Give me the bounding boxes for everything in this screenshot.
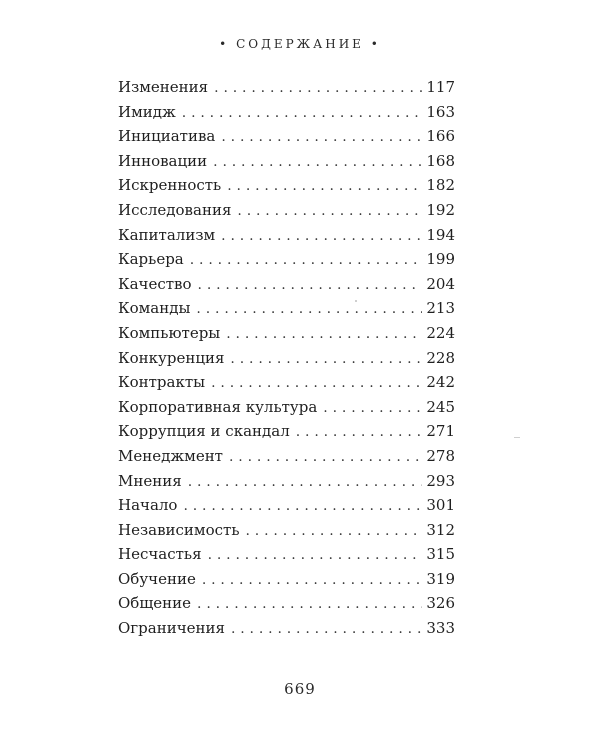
toc-entry-page: 213 xyxy=(426,299,455,318)
toc-dot-leader xyxy=(213,150,422,175)
toc-entry xyxy=(118,198,455,223)
toc-entry xyxy=(118,395,455,420)
table-of-contents xyxy=(118,75,455,641)
toc-entry-page: 182 xyxy=(426,176,455,195)
toc-entry xyxy=(118,272,455,297)
toc-entry-page: 166 xyxy=(426,127,455,146)
toc-entry-title: Капитализм xyxy=(118,225,216,244)
toc-entry xyxy=(118,75,455,100)
toc-entry xyxy=(118,321,455,346)
toc-dot-leader xyxy=(198,273,423,298)
toc-entry xyxy=(118,149,455,174)
toc-dot-leader xyxy=(226,322,422,347)
toc-entry-title: Начало xyxy=(118,496,178,515)
toc-dot-leader xyxy=(214,76,422,101)
toc-entry-page: 293 xyxy=(426,471,455,490)
toc-entry-title: Инновации xyxy=(118,151,208,170)
paper-speck xyxy=(514,437,520,438)
toc-dot-leader xyxy=(183,494,422,519)
toc-entry-page: 224 xyxy=(426,323,455,342)
toc-entry-page: 312 xyxy=(426,520,455,539)
toc-entry xyxy=(118,100,455,125)
toc-entry-page: 278 xyxy=(426,446,455,465)
toc-entry-page: 117 xyxy=(426,78,455,96)
toc-entry-title: Менеджмент xyxy=(118,446,223,465)
toc-dot-leader xyxy=(296,420,423,445)
toc-entry xyxy=(118,124,455,149)
toc-entry-title: Исследования xyxy=(118,200,232,219)
toc-entry-page: 204 xyxy=(426,274,455,293)
toc-entry xyxy=(118,223,455,248)
toc-entry-page: 163 xyxy=(426,102,455,121)
toc-dot-leader xyxy=(202,568,423,593)
toc-dot-leader xyxy=(196,297,422,322)
toc-entry-page: 326 xyxy=(426,594,455,613)
toc-entry-title: Коррупция и скандал xyxy=(118,422,290,441)
toc-dot-leader xyxy=(208,543,423,568)
toc-dot-leader xyxy=(211,371,422,396)
toc-dot-leader xyxy=(230,347,422,372)
toc-entry-title: Корпоративная культура xyxy=(118,397,318,416)
toc-entry-title: Несчастья xyxy=(118,545,202,564)
toc-entry-page: 333 xyxy=(426,619,455,638)
toc-dot-leader xyxy=(197,592,422,617)
toc-dot-leader xyxy=(221,224,422,249)
toc-dot-leader xyxy=(237,199,422,224)
toc-entry-page: 301 xyxy=(426,496,455,515)
toc-dot-leader xyxy=(246,519,423,544)
toc-entry-title: Мнения xyxy=(118,471,182,490)
toc-entry xyxy=(118,518,455,543)
toc-entry xyxy=(118,469,455,494)
toc-entry-page: 319 xyxy=(426,569,455,588)
toc-entry xyxy=(118,542,455,567)
toc-entry-title: Общение xyxy=(118,594,192,613)
toc-entry xyxy=(118,296,455,321)
toc-entry-page: 192 xyxy=(426,200,455,219)
toc-entry-title: Ограничения xyxy=(118,619,225,638)
toc-entry xyxy=(118,247,455,272)
toc-dot-leader xyxy=(182,101,423,126)
toc-entry xyxy=(118,346,455,371)
toc-dot-leader xyxy=(188,470,423,495)
toc-dot-leader xyxy=(227,174,422,199)
toc-entry-title: Инициатива xyxy=(118,127,216,146)
toc-dot-leader xyxy=(221,125,422,150)
toc-entry-page: 199 xyxy=(426,250,455,269)
toc-dot-leader xyxy=(229,445,422,470)
toc-dot-leader xyxy=(323,396,422,421)
toc-entry-page: 242 xyxy=(426,373,455,392)
toc-dot-leader xyxy=(231,617,422,642)
toc-entry-title: Контракты xyxy=(118,373,206,392)
toc-entry-page: 271 xyxy=(426,422,455,441)
toc-entry-title: Карьера xyxy=(118,250,184,269)
toc-entry-title: Имидж xyxy=(118,102,176,121)
toc-entry xyxy=(118,444,455,469)
toc-dot-leader xyxy=(190,248,423,273)
toc-entry xyxy=(118,567,455,592)
page-number: 669 xyxy=(284,680,316,698)
toc-entry-page: 245 xyxy=(426,397,455,416)
toc-entry xyxy=(118,591,455,616)
toc-entry-title: Конкуренция xyxy=(118,348,225,367)
toc-entry-title: Изменения xyxy=(118,78,209,96)
toc-entry-title: Команды xyxy=(118,299,191,318)
toc-entry xyxy=(118,173,455,198)
toc-entry xyxy=(118,370,455,395)
running-header: • СОДЕРЖАНИЕ • xyxy=(219,37,381,51)
toc-entry-page: 228 xyxy=(426,348,455,367)
toc-entry-page: 315 xyxy=(426,545,455,564)
toc-entry xyxy=(118,419,455,444)
toc-entry-title: Независимость xyxy=(118,520,240,539)
toc-entry-title: Качество xyxy=(118,274,192,293)
toc-entry-page: 168 xyxy=(426,151,455,170)
toc-entry-title: Компьютеры xyxy=(118,323,221,342)
toc-entry-page: 194 xyxy=(426,225,455,244)
toc-entry xyxy=(118,616,455,641)
toc-entry xyxy=(118,493,455,518)
toc-entry-title: Искренность xyxy=(118,176,222,195)
toc-entry-title: Обучение xyxy=(118,569,196,588)
paper-speck xyxy=(355,300,357,302)
